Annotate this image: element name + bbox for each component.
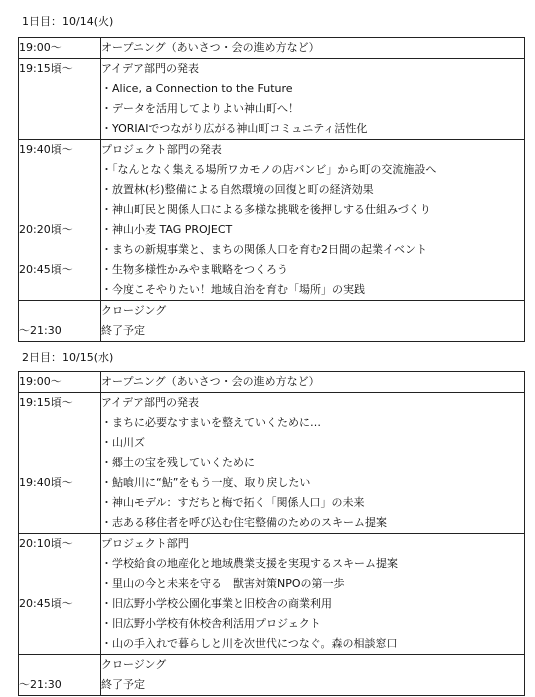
schedule-item: オープニング（あいさつ・会の進め方など）: [101, 38, 525, 59]
schedule-time: 19:40頃～: [19, 473, 101, 493]
schedule-item: プロジェクト部門の発表: [101, 140, 525, 161]
schedule-row: [19, 79, 525, 99]
schedule-item: ・まちに必要なすまいを整えていくために…: [101, 413, 525, 433]
schedule-time: [19, 99, 101, 119]
schedule-item: ・神山モデル：すだちと梅で拓く「関係人口」の未来: [101, 493, 525, 513]
schedule-time: [19, 655, 101, 676]
schedule-item: ・旧広野小学校有休校舎利活用プロジェクト: [101, 614, 525, 634]
schedule-item: ・データを活用してよりよい神山町へ！: [101, 99, 525, 119]
schedule-row: [19, 493, 525, 513]
schedule-row: [19, 473, 525, 493]
schedule-time: 19:15頃～: [19, 393, 101, 414]
schedule-row: [19, 160, 525, 180]
schedule-row: [19, 280, 525, 301]
schedule-row: [19, 554, 525, 574]
schedule-item: ・今度こそやりたい！地域自治を育む「場所」の実践: [101, 280, 525, 301]
schedule-row: [19, 119, 525, 140]
schedule-item: オープニング（あいさつ・会の進め方など）: [101, 372, 525, 393]
schedule-time: [19, 301, 101, 322]
schedule-time: 20:10頃～: [19, 534, 101, 555]
day2-title: 2日目：10/15(水): [22, 351, 114, 364]
schedule-row: [19, 534, 525, 555]
schedule-item: ・YORIAIでつながり広がる神山町コミュニティ活性化: [101, 119, 525, 140]
schedule-row: [19, 240, 525, 260]
schedule-time: 19:40頃～: [19, 140, 101, 161]
schedule-item: ・神山町民と関係人口による多様な挑戦を後押しする仕組みづくり: [101, 200, 525, 220]
schedule-row: [19, 675, 525, 696]
schedule-row: [19, 655, 525, 676]
schedule-row: [19, 140, 525, 161]
schedule-row: [19, 372, 525, 393]
schedule-time: 20:20頃～: [19, 220, 101, 240]
schedule-item: ・神山小麦 TAG PROJECT: [101, 220, 525, 240]
schedule-time: [19, 433, 101, 453]
schedule-item: ・旧広野小学校公園化事業と旧校舎の商業利用: [101, 594, 525, 614]
schedule-time: [19, 614, 101, 634]
schedule-time: [19, 119, 101, 140]
schedule-item: ・まちの新規事業と、まちの関係人口を育む2日間の起業イベント: [101, 240, 525, 260]
schedule-item: ・里山の今と未来を守る 獣害対策NPOの第一歩: [101, 574, 525, 594]
schedule-item: アイデア部門の発表: [101, 393, 525, 414]
schedule-time: 19:00～: [19, 38, 101, 59]
schedule-time: [19, 493, 101, 513]
schedule-time: [19, 413, 101, 433]
day2-schedule-table: [18, 371, 525, 696]
schedule-item: ・「なんとなく集える場所ワカモノの店バンビ」から町の交流施設へ: [101, 160, 525, 180]
schedule-item: クロージング: [101, 655, 525, 676]
schedule-row: [19, 453, 525, 473]
schedule-item: ・学校給食の地産化と地域農業支援を実現するスキーム提案: [101, 554, 525, 574]
schedule-time: [19, 574, 101, 594]
schedule-row: [19, 301, 525, 322]
schedule-row: [19, 260, 525, 280]
schedule-time: [19, 453, 101, 473]
schedule-row: [19, 634, 525, 655]
day1-schedule-table: [18, 37, 525, 342]
schedule-row: [19, 513, 525, 534]
schedule-time: ～21:30: [19, 675, 101, 696]
schedule-time: [19, 240, 101, 260]
schedule-time: ～21:30: [19, 321, 101, 342]
schedule-time: 19:15頃～: [19, 59, 101, 80]
schedule-time: 20:45頃～: [19, 594, 101, 614]
schedule-item: ・生物多様性かみやま戦略をつくろう: [101, 260, 525, 280]
schedule-time: 19:00～: [19, 372, 101, 393]
schedule-row: [19, 594, 525, 614]
schedule-row: [19, 574, 525, 594]
schedule-item: ・山川ズ: [101, 433, 525, 453]
schedule-time: 20:45頃～: [19, 260, 101, 280]
schedule-row: [19, 200, 525, 220]
schedule-time: [19, 160, 101, 180]
schedule-row: [19, 433, 525, 453]
schedule-row: [19, 180, 525, 200]
schedule-item: ・Alice, a Connection to the Future: [101, 79, 525, 99]
schedule-item: ・鮎喰川に“鮎”をもう一度、取り戻したい: [101, 473, 525, 493]
schedule-row: [19, 393, 525, 414]
schedule-row: [19, 220, 525, 240]
schedule-time: [19, 180, 101, 200]
schedule-time: [19, 634, 101, 655]
schedule-item: クロージング: [101, 301, 525, 322]
day1-title: 1日目：10/14(火): [22, 15, 114, 28]
schedule-row: [19, 99, 525, 119]
schedule-time: [19, 280, 101, 301]
schedule-time: [19, 200, 101, 220]
schedule-time: [19, 554, 101, 574]
schedule-row: [19, 38, 525, 59]
schedule-time: [19, 513, 101, 534]
schedule-item: ・郷土の宝を残していくために: [101, 453, 525, 473]
schedule-item: 終了予定: [101, 321, 525, 342]
schedule-item: ・山の手入れで暮らしと川を次世代につなぐ。森の相談窓口: [101, 634, 525, 655]
schedule-item: アイデア部門の発表: [101, 59, 525, 80]
schedule-row: [19, 614, 525, 634]
schedule-item: 終了予定: [101, 675, 525, 696]
schedule-item: ・放置林(杉)整備による自然環境の回復と町の経済効果: [101, 180, 525, 200]
schedule-item: プロジェクト部門: [101, 534, 525, 555]
schedule-item: ・志ある移住者を呼び込む住宅整備のためのスキーム提案: [101, 513, 525, 534]
schedule-time: [19, 79, 101, 99]
schedule-row: [19, 413, 525, 433]
schedule-row: [19, 321, 525, 342]
schedule-row: [19, 59, 525, 80]
